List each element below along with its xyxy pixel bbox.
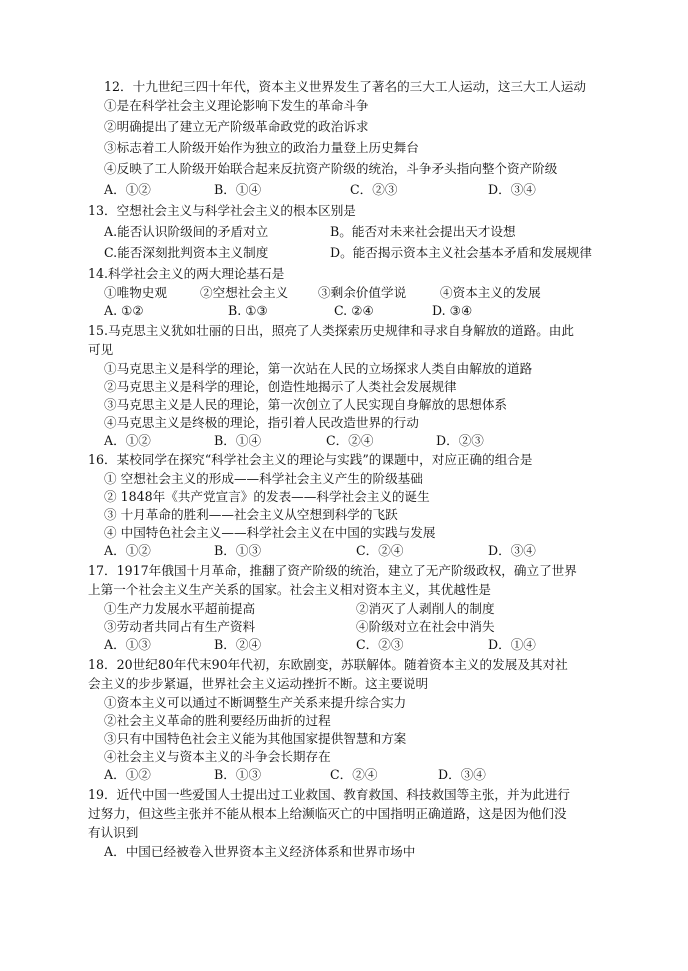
q14-option-a: A. ①② [104, 303, 144, 318]
q18-option-d: D．③④ [438, 767, 486, 782]
q18-item-4: ④社会主义与资本主义的斗争会长期存在 [104, 749, 331, 764]
q15-item-3: ③马克思主义是人民的理论，第一次创立了人民实现自身解放的思想体系 [104, 397, 507, 412]
q16-option-d: D．③④ [488, 543, 536, 558]
q15-item-4: ④马克思主义是终极的理论，指引着人民改造世界的行动 [104, 415, 419, 430]
q15-option-d: D．②③ [436, 433, 484, 448]
q16-item-2: ② 1848年《共产党宣言》的发表——科学社会主义的诞生 [104, 489, 430, 504]
q13-option-c: C.能否深刻批判资本主义制度 [104, 245, 269, 260]
q19-stem-line-3: 有认识到 [88, 825, 139, 840]
q18-stem-line-2: 会主义的步步紧逼，世界社会主义运动挫折不断。这主要说明 [88, 676, 429, 691]
q18-option-a: A．①② [104, 767, 151, 782]
q13-option-b: B。能否对未来社会提出天才设想 [330, 224, 516, 239]
q18-option-b: B．①③ [214, 767, 262, 782]
q17-item-1: ①生产力发展水平超前提高 [104, 601, 256, 616]
q19-stem-line-1: 19．近代中国一些爱国人士提出过工业救国、教育救国、科技救国等主张，并为此进行 [88, 787, 570, 802]
q16-item-4: ④ 中国特色社会主义——科学社会主义在中国的实践与发展 [104, 525, 436, 540]
q18-stem-line-1: 18．20世纪80年代末90年代初，东欧剧变，苏联解体。随着资本主义的发展及其对社 [88, 657, 568, 672]
q19-option-a: A．中国已经被卷入世界资本主义经济体系和世界市场中 [104, 844, 416, 859]
q17-option-c: C．②③ [356, 637, 404, 652]
q16-item-3: ③ 十月革命的胜利——社会主义从空想到科学的飞跃 [104, 507, 398, 522]
q17-item-3: ③劳动者共同占有生产资料 [104, 619, 256, 634]
q16-option-a: A．①② [104, 543, 151, 558]
q14-item-3: ③剩余价值学说 [318, 285, 407, 300]
q12-item-1: ①是在科学社会主义理论影响下发生的革命斗争 [104, 98, 369, 113]
q15-option-a: A．①② [104, 433, 151, 448]
q15-option-c: C．②④ [326, 433, 374, 448]
q14-item-1: ①唯物史观 [104, 285, 167, 300]
q15-stem-line-1: 15.马克思主义犹如壮丽的日出，照亮了人类探索历史规律和寻求自身解放的道路。由此 [88, 323, 574, 338]
q16-stem: 16．某校同学在探究“科学社会主义的理论与实践”的课题中，对应正确的组合是 [88, 452, 533, 467]
q12-stem-line-1: 12．十九世纪三四十年代，资本主义世界发生了著名的三大工人运动，这三大工人运动 [104, 79, 586, 94]
q17-item-4: ④阶级对立在社会中消失 [356, 619, 495, 634]
q18-item-1: ①资本主义可以通过不断调整生产关系来提升综合实力 [104, 695, 407, 710]
q18-option-c: C．②④ [330, 767, 378, 782]
q17-stem-line-2: 上第一个社会主义生产关系的国家。社会主义相对资本主义，其优越性是 [88, 582, 491, 597]
q12-item-4: ④反映了工人阶级开始联合起来反抗资产阶级的统治，斗争矛头指向整个资产阶级 [104, 161, 558, 176]
q14-item-2: ②空想社会主义 [200, 285, 289, 300]
q12-option-b: B．①④ [214, 182, 262, 197]
q13-option-a: A.能否认识阶级间的矛盾对立 [104, 224, 269, 239]
q13-stem: 13．空想社会主义与科学社会主义的根本区别是 [88, 203, 356, 218]
q14-option-b: B. ①③ [228, 303, 268, 318]
q12-option-d: D．③④ [488, 182, 536, 197]
q15-item-1: ①马克思主义是科学的理论，第一次站在人民的立场探求人类自由解放的道路 [104, 361, 533, 376]
q18-item-3: ③只有中国特色社会主义能为其他国家提供智慧和方案 [104, 731, 407, 746]
q12-item-2: ②明确提出了建立无产阶级革命政党的政治诉求 [104, 119, 369, 134]
q17-option-b: B．②④ [214, 637, 262, 652]
q16-item-1: ① 空想社会主义的形成——科学社会主义产生的阶级基础 [104, 471, 423, 486]
q14-item-4: ④资本主义的发展 [440, 285, 541, 300]
q12-option-c: C．②③ [350, 182, 398, 197]
q17-option-d: D．①④ [488, 637, 536, 652]
q17-option-a: A．①③ [104, 637, 151, 652]
q17-stem-line-1: 17．1917年俄国十月革命，推翻了资产阶级的统治，建立了无产阶级政权，确立了世界 [88, 563, 577, 578]
q12-option-a: A．①② [104, 182, 151, 197]
q14-option-d: D. ③④ [432, 303, 473, 318]
q15-stem-line-2: 可见 [88, 342, 114, 357]
q16-option-b: B．①③ [214, 543, 262, 558]
q14-option-c: C. ②④ [334, 303, 374, 318]
q16-option-c: C．②④ [356, 543, 404, 558]
q18-item-2: ②社会主义革命的胜利要经历曲折的过程 [104, 713, 331, 728]
q14-stem: 14.科学社会主义的两大理论基石是 [88, 266, 285, 281]
q17-item-2: ②消灭了人剥削人的制度 [356, 601, 495, 616]
q13-option-d: D。能否揭示资本主义社会基本矛盾和发展规律 [330, 245, 592, 260]
q12-item-3: ③标志着工人阶级开始作为独立的政治力量登上历史舞台 [104, 140, 419, 155]
q19-stem-line-2: 过努力，但这些主张并不能从根本上给濒临灭亡的中国指明正确道路，这是因为他们没 [88, 806, 567, 821]
q15-item-2: ②马克思主义是科学的理论，创造性地揭示了人类社会发展规律 [104, 379, 457, 394]
q15-option-b: B．①④ [214, 433, 262, 448]
